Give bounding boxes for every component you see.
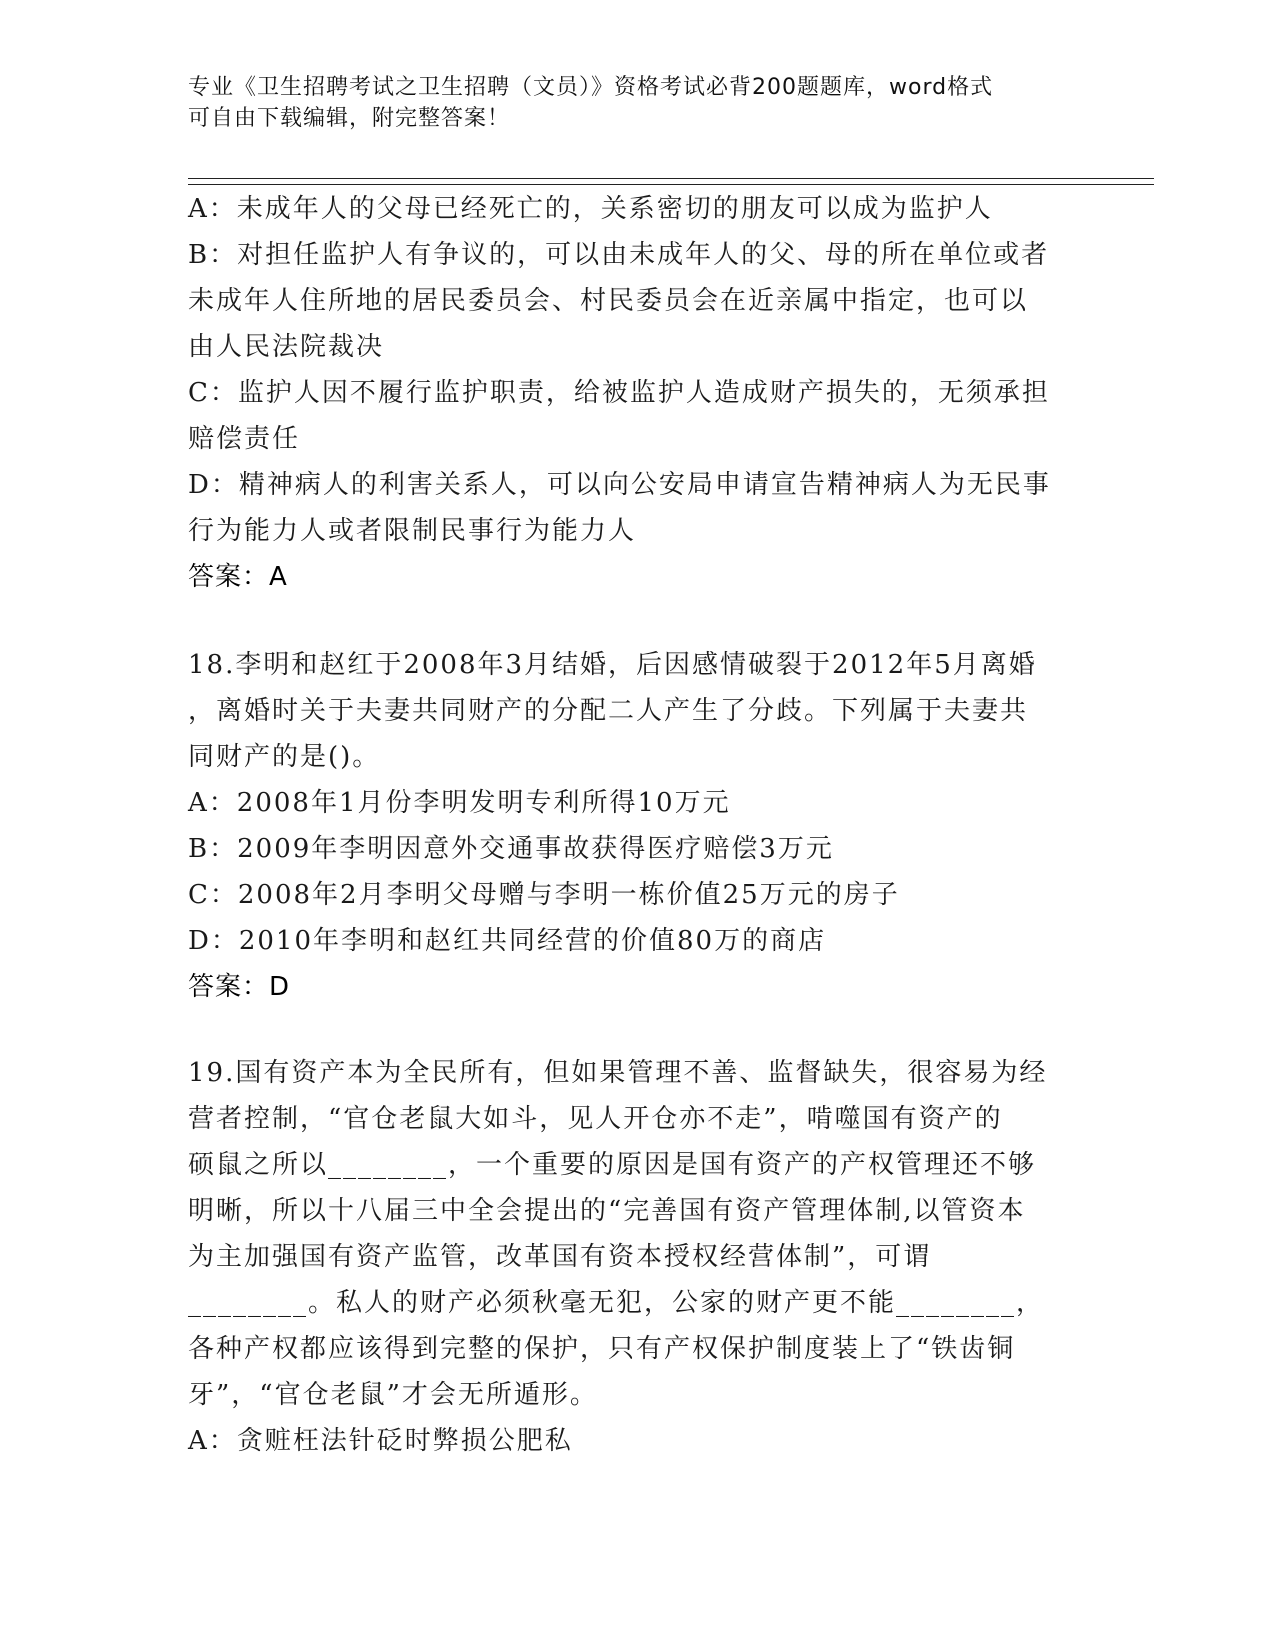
option-b: B：2009年李明因意外交通事故获得医疗赔偿3万元: [188, 834, 834, 864]
option-c: C：监护人因不履行监护职责，给被监护人造成财产损失的，无须承担: [188, 378, 1050, 408]
option-d: D：精神病人的利害关系人，可以向公安局申请宣告精神病人为无民事: [188, 470, 1051, 500]
option-a: A：未成年人的父母已经死亡的，关系密切的朋友可以成为监护人: [188, 194, 993, 224]
question-19-stem: 硕鼠之所以________，一个重要的原因是国有资产的产权管理还不够: [188, 1150, 1037, 1180]
header-divider: [188, 178, 1154, 179]
answer-18: 答案：D: [188, 972, 291, 1002]
header-line: 专业《卫生招聘考试之卫生招聘（文员）》资格考试必背200题题库，word格式: [188, 75, 994, 100]
question-19-block: [188, 1050, 1088, 1464]
question-19-stem: 19.国有资产本为全民所有，但如果管理不善、监督缺失，很容易为经: [188, 1058, 1048, 1088]
header-line: 可自由下载编辑，附完整答案！: [188, 106, 511, 131]
option-b: B：对担任监护人有争议的，可以由未成年人的父、母的所在单位或者: [188, 240, 1050, 270]
option-a: A：2008年1月份李明发明专利所得10万元: [188, 788, 731, 818]
question-19-stem: ________。私人的财产必须秋毫无犯，公家的财产更不能________，: [188, 1288, 1045, 1318]
question-18-stem: ，离婚时关于夫妻共同财产的分配二人产生了分歧。下列属于夫妻共: [188, 696, 1029, 726]
option-b-cont: 由人民法院裁决: [188, 332, 385, 362]
question-19-stem: 营者控制，“官仓老鼠大如斗，见人开仓亦不走”，啃噬国有资产的: [188, 1104, 1003, 1134]
option-a: A：贪赃枉法针砭时弊损公肥私: [188, 1426, 573, 1456]
answer-17: 答案：A: [188, 562, 288, 592]
question-18-block: [188, 642, 1088, 1010]
question-18-stem: 18.李明和赵红于2008年3月结婚，后因感情破裂于2012年5月离婚: [188, 650, 1037, 680]
option-c: C：2008年2月李明父母赠与李明一栋价值25万元的房子: [188, 880, 900, 910]
question-19-stem: 牙”，“官仓老鼠”才会无所遁形。: [188, 1380, 598, 1410]
option-c-cont: 赔偿责任: [188, 424, 301, 454]
document-header: [188, 72, 1068, 134]
question-18-stem: 同财产的是()。: [188, 742, 381, 772]
question-19-stem: 为主加强国有资产监管，改革国有资本授权经营体制”，可谓: [188, 1242, 932, 1272]
question-19-stem: 明晰，所以十八届三中全会提出的“完善国有资产管理体制,以管资本: [188, 1196, 1026, 1226]
option-d: D：2010年李明和赵红共同经营的价值80万的商店: [188, 926, 827, 956]
question-19-stem: 各种产权都应该得到完整的保护，只有产权保护制度装上了“铁齿铜: [188, 1334, 1016, 1364]
option-b-cont: 未成年人住所地的居民委员会、村民委员会在近亲属中指定，也可以: [188, 286, 1029, 316]
header-divider: [188, 184, 1154, 185]
question-17-block: [188, 186, 1088, 600]
option-d-cont: 行为能力人或者限制民事行为能力人: [188, 516, 637, 546]
